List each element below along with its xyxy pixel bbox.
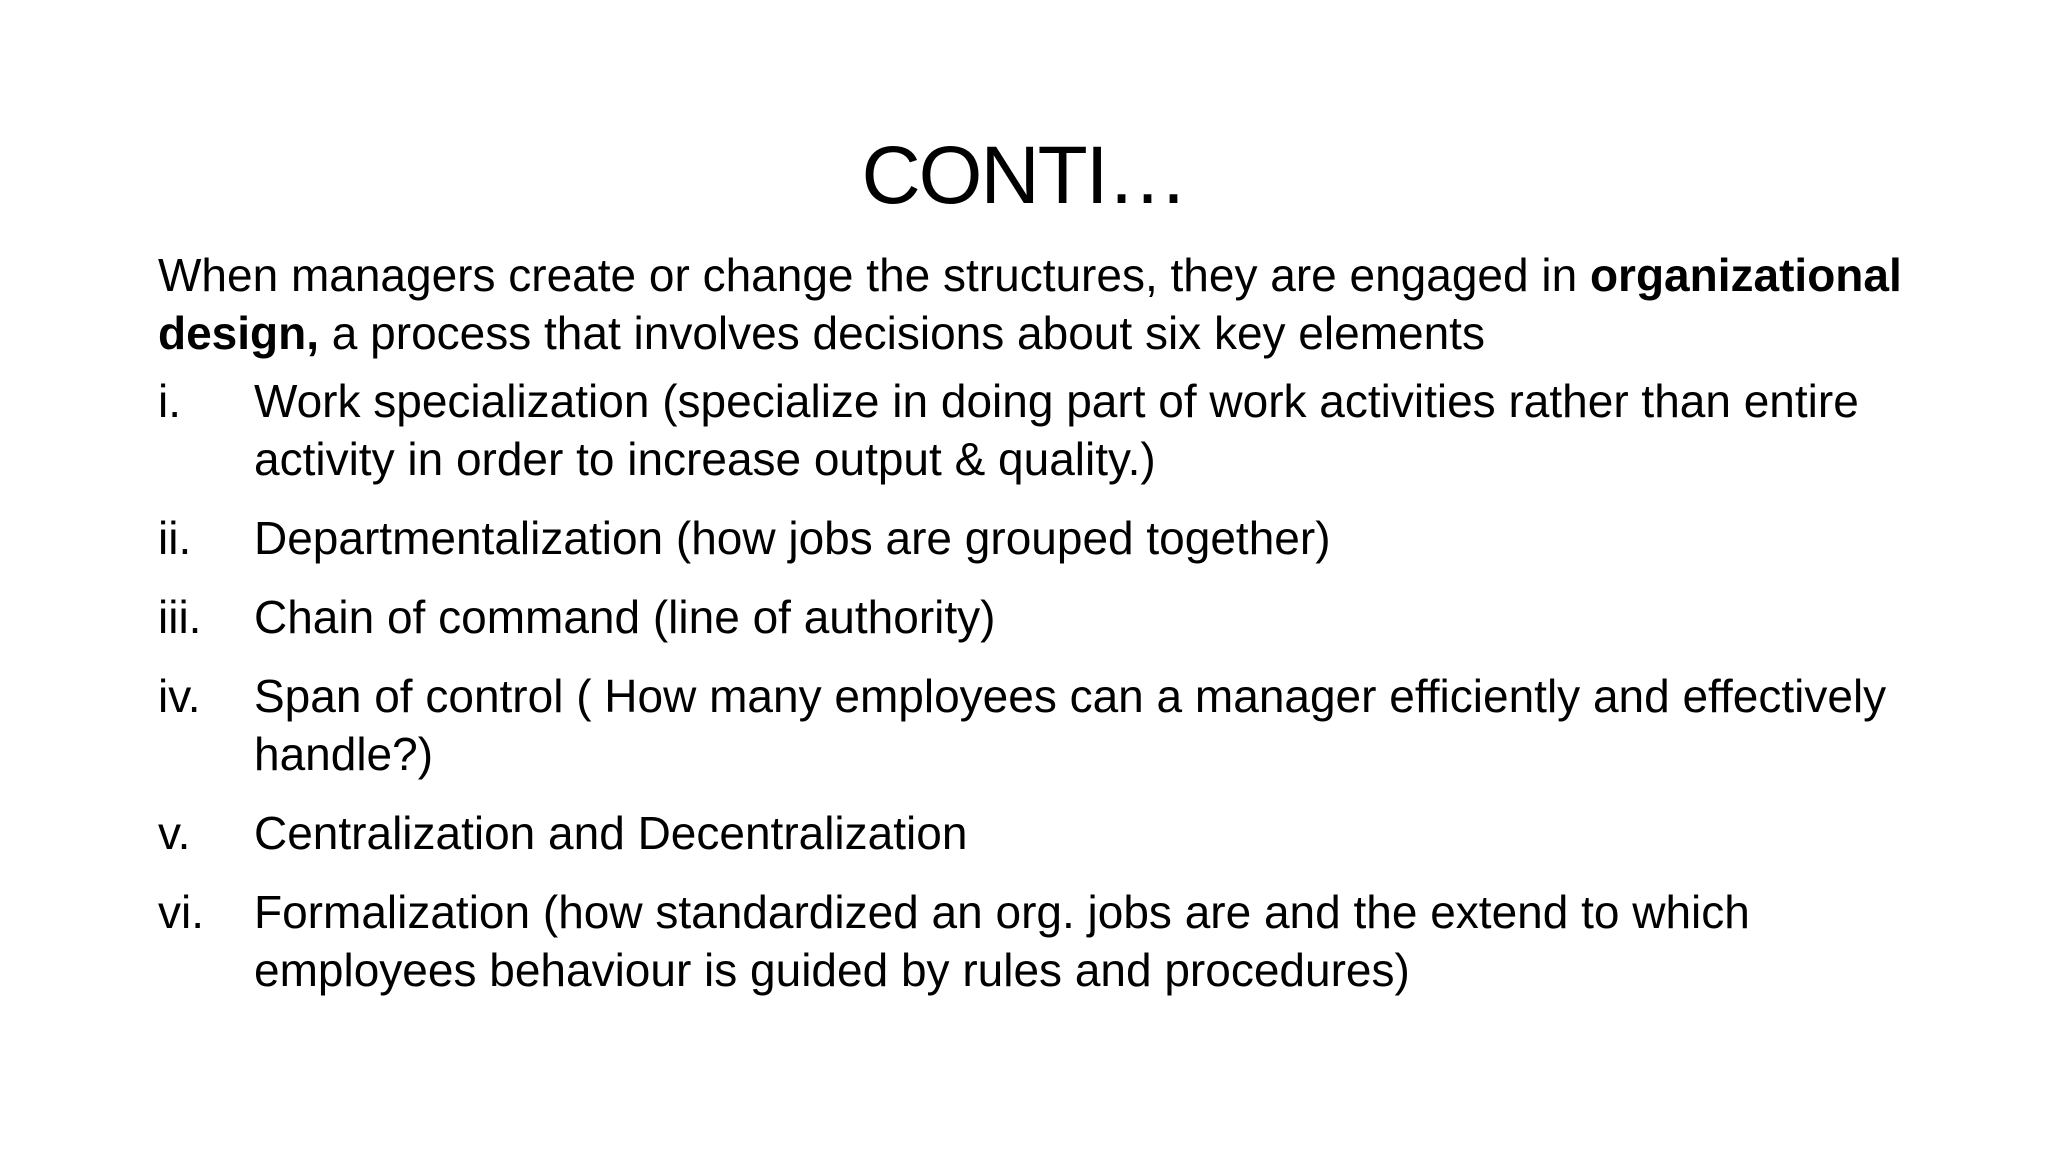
intro-bold-term: organizational design, [158, 249, 1902, 359]
list-item-text: Span of control ( How many employees can a manager efficiently and effectively handle?) [254, 670, 1887, 780]
list-item-text: Work specialization (specialize in doing part of work activities rather than entire activity in order to increase output & quality.) [254, 375, 1859, 485]
list-item [158, 588, 1918, 646]
list-marker: i. [158, 375, 181, 427]
list-item-text: Chain of command (line of authority) [254, 591, 996, 643]
list-marker: iii. [158, 591, 202, 643]
list-item [158, 883, 1918, 999]
slide-body [158, 246, 1918, 1020]
intro-paragraph [158, 246, 1918, 362]
list-item-text: Centralization and Decentralization [254, 807, 968, 859]
list-marker: iv. [158, 670, 201, 722]
list-item-text: Departmentalization (how jobs are grouped together) [254, 512, 1331, 564]
list-item [158, 509, 1918, 567]
intro-lead-text: When managers create or change the structures, they are engaged in [158, 249, 1590, 301]
list-marker: v. [158, 807, 191, 859]
list-marker: ii. [158, 512, 192, 564]
slide-title: CONTI… [861, 130, 1187, 221]
list-item [158, 372, 1918, 488]
intro-rest-text: a process that involves decisions about six key elements [319, 307, 1485, 359]
list-item-text: Formalization (how standardized an org. jobs are and the extend to which employees behaviour is guided by rules and procedures) [254, 886, 1750, 996]
element-list [158, 372, 1918, 999]
list-item [158, 667, 1918, 783]
list-marker: vi. [158, 886, 204, 938]
list-item [158, 804, 1918, 862]
